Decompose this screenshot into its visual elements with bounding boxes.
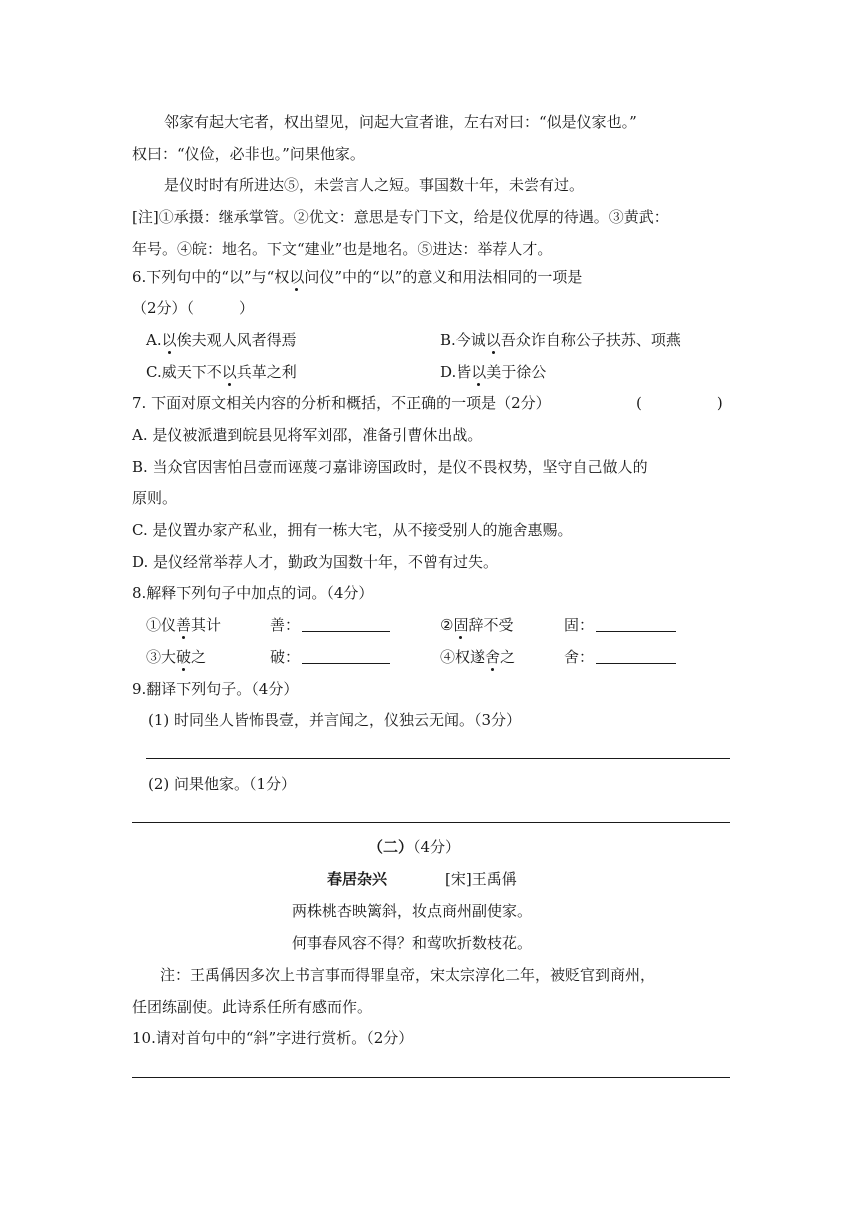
question-6-option-d: D.皆以美于徐公 — [440, 363, 547, 381]
question-9-sentence-1: (1) 时同坐人皆怖畏壹，并言闻之，仪独云无闻。（3分） — [148, 711, 522, 729]
poem-line: 何事春风容不得？和莺吹折数枝花。 — [292, 934, 533, 952]
answer-blank[interactable] — [302, 615, 390, 637]
question-8-item-2-label: 固： — [564, 616, 595, 634]
answer-line[interactable] — [132, 1077, 730, 1078]
question-8-item-2: ②固辞不受 — [440, 616, 514, 634]
passage-line: 是仪时时有所进达⑤，未尝言人之短。事国数十年，未尝有过。 — [164, 176, 585, 194]
question-8-item-1: ①仪善其计 — [146, 616, 222, 634]
question-8-item-3: ③大破之 — [146, 648, 207, 666]
emphasis-dot-char: 以 — [221, 363, 237, 381]
question-8-item-4: ④权遂舍之 — [440, 648, 516, 666]
question-7-option-b: B. 当众官因害怕吕壹而诬蔑刁嘉诽谤国政时，是仪不畏权势，坚守自己做人的 — [132, 458, 648, 476]
question-6-option-a: A.以俟夫观人风者得焉 — [146, 331, 297, 349]
question-7-option-c: C. 是仪置办家产私业，拥有一栋大宅，从不接受别人的施舍惠赐。 — [132, 521, 573, 539]
question-6-option-b: B.今诚以吾众诈自称公子扶苏、项燕 — [440, 331, 681, 349]
passage-line: 权曰：“仪俭，必非也。”问果他家。 — [132, 145, 365, 163]
question-8-item-1-label: 善： — [270, 616, 301, 634]
question-6-stem: 6.下列句中的“以”与“权以问仪”中的“以”的意义和用法相同的一项是 — [132, 268, 583, 286]
poem-author: [宋]王禹偁 — [445, 870, 517, 888]
emphasis-dot-char: 固 — [453, 616, 469, 634]
annotation-note: [注]①承摄：继承掌管。②优文：意思是专门下文，给是仪优厚的待遇。③黄武： — [132, 208, 669, 226]
question-10-stem: 10.请对首句中的“斜”字进行赏析。（2分） — [132, 1029, 414, 1047]
question-7-stem: 7. 下面对原文相关内容的分析和概括，不正确的一项是（2分） — [132, 394, 551, 412]
question-8-stem: 8.解释下列句子中加点的词。（4分） — [132, 584, 374, 602]
question-7-option-b-cont: 原则。 — [132, 489, 178, 507]
poem-line: 两株桃杏映篱斜，妆点商州副使家。 — [292, 902, 533, 920]
question-6-option-c: C.威天下不以兵革之利 — [146, 363, 297, 381]
poem-title: 春居杂兴 — [327, 870, 388, 888]
annotation-note: 年号。④皖：地名。下文“建业”也是地名。⑤进达：举荐人才。 — [132, 240, 553, 258]
emphasis-dot-char: 舍 — [485, 648, 501, 666]
poem-note: 任团练副使。此诗系任所有感而作。 — [132, 998, 373, 1016]
question-9-stem: 9.翻译下列句子。（4分） — [132, 680, 299, 698]
poem-note: 注：王禹偁因多次上书言事而得罪皇帝，宋太宗淳化二年，被贬官到商州， — [160, 966, 656, 984]
question-6-score: （2分）（ ） — [132, 299, 255, 317]
section-heading: （二）（4分） — [368, 838, 461, 856]
question-9-sentence-2: (2) 问果他家。（1分） — [148, 775, 297, 793]
answer-blank[interactable] — [596, 647, 676, 669]
answer-line[interactable] — [146, 758, 730, 759]
question-8-item-4-label: 舍： — [564, 648, 595, 666]
question-7-option-a: A. 是仪被派遣到皖县见将军刘邵，准备引曹休出战。 — [132, 426, 483, 444]
emphasis-dot-char: 以 — [289, 268, 305, 286]
question-7-option-d: D. 是仪经常举荐人才，勤政为国数十年，不曾有过失。 — [132, 553, 499, 571]
emphasis-dot-char: 破 — [176, 648, 192, 666]
emphasis-dot-char: 以 — [471, 363, 487, 381]
emphasis-dot-char: 善 — [176, 616, 192, 634]
emphasis-dot-char: 以 — [161, 331, 177, 349]
answer-blank[interactable] — [302, 647, 390, 669]
emphasis-dot-char: 以 — [485, 331, 501, 349]
answer-line[interactable] — [132, 822, 730, 823]
question-8-item-3-label: 破： — [270, 648, 301, 666]
answer-paren: ( ) — [636, 394, 723, 412]
answer-blank[interactable] — [596, 615, 676, 637]
passage-line: 邻家有起大宅者，权出望见，问起大宣者谁，左右对曰：“似是仪家也。” — [164, 113, 637, 131]
